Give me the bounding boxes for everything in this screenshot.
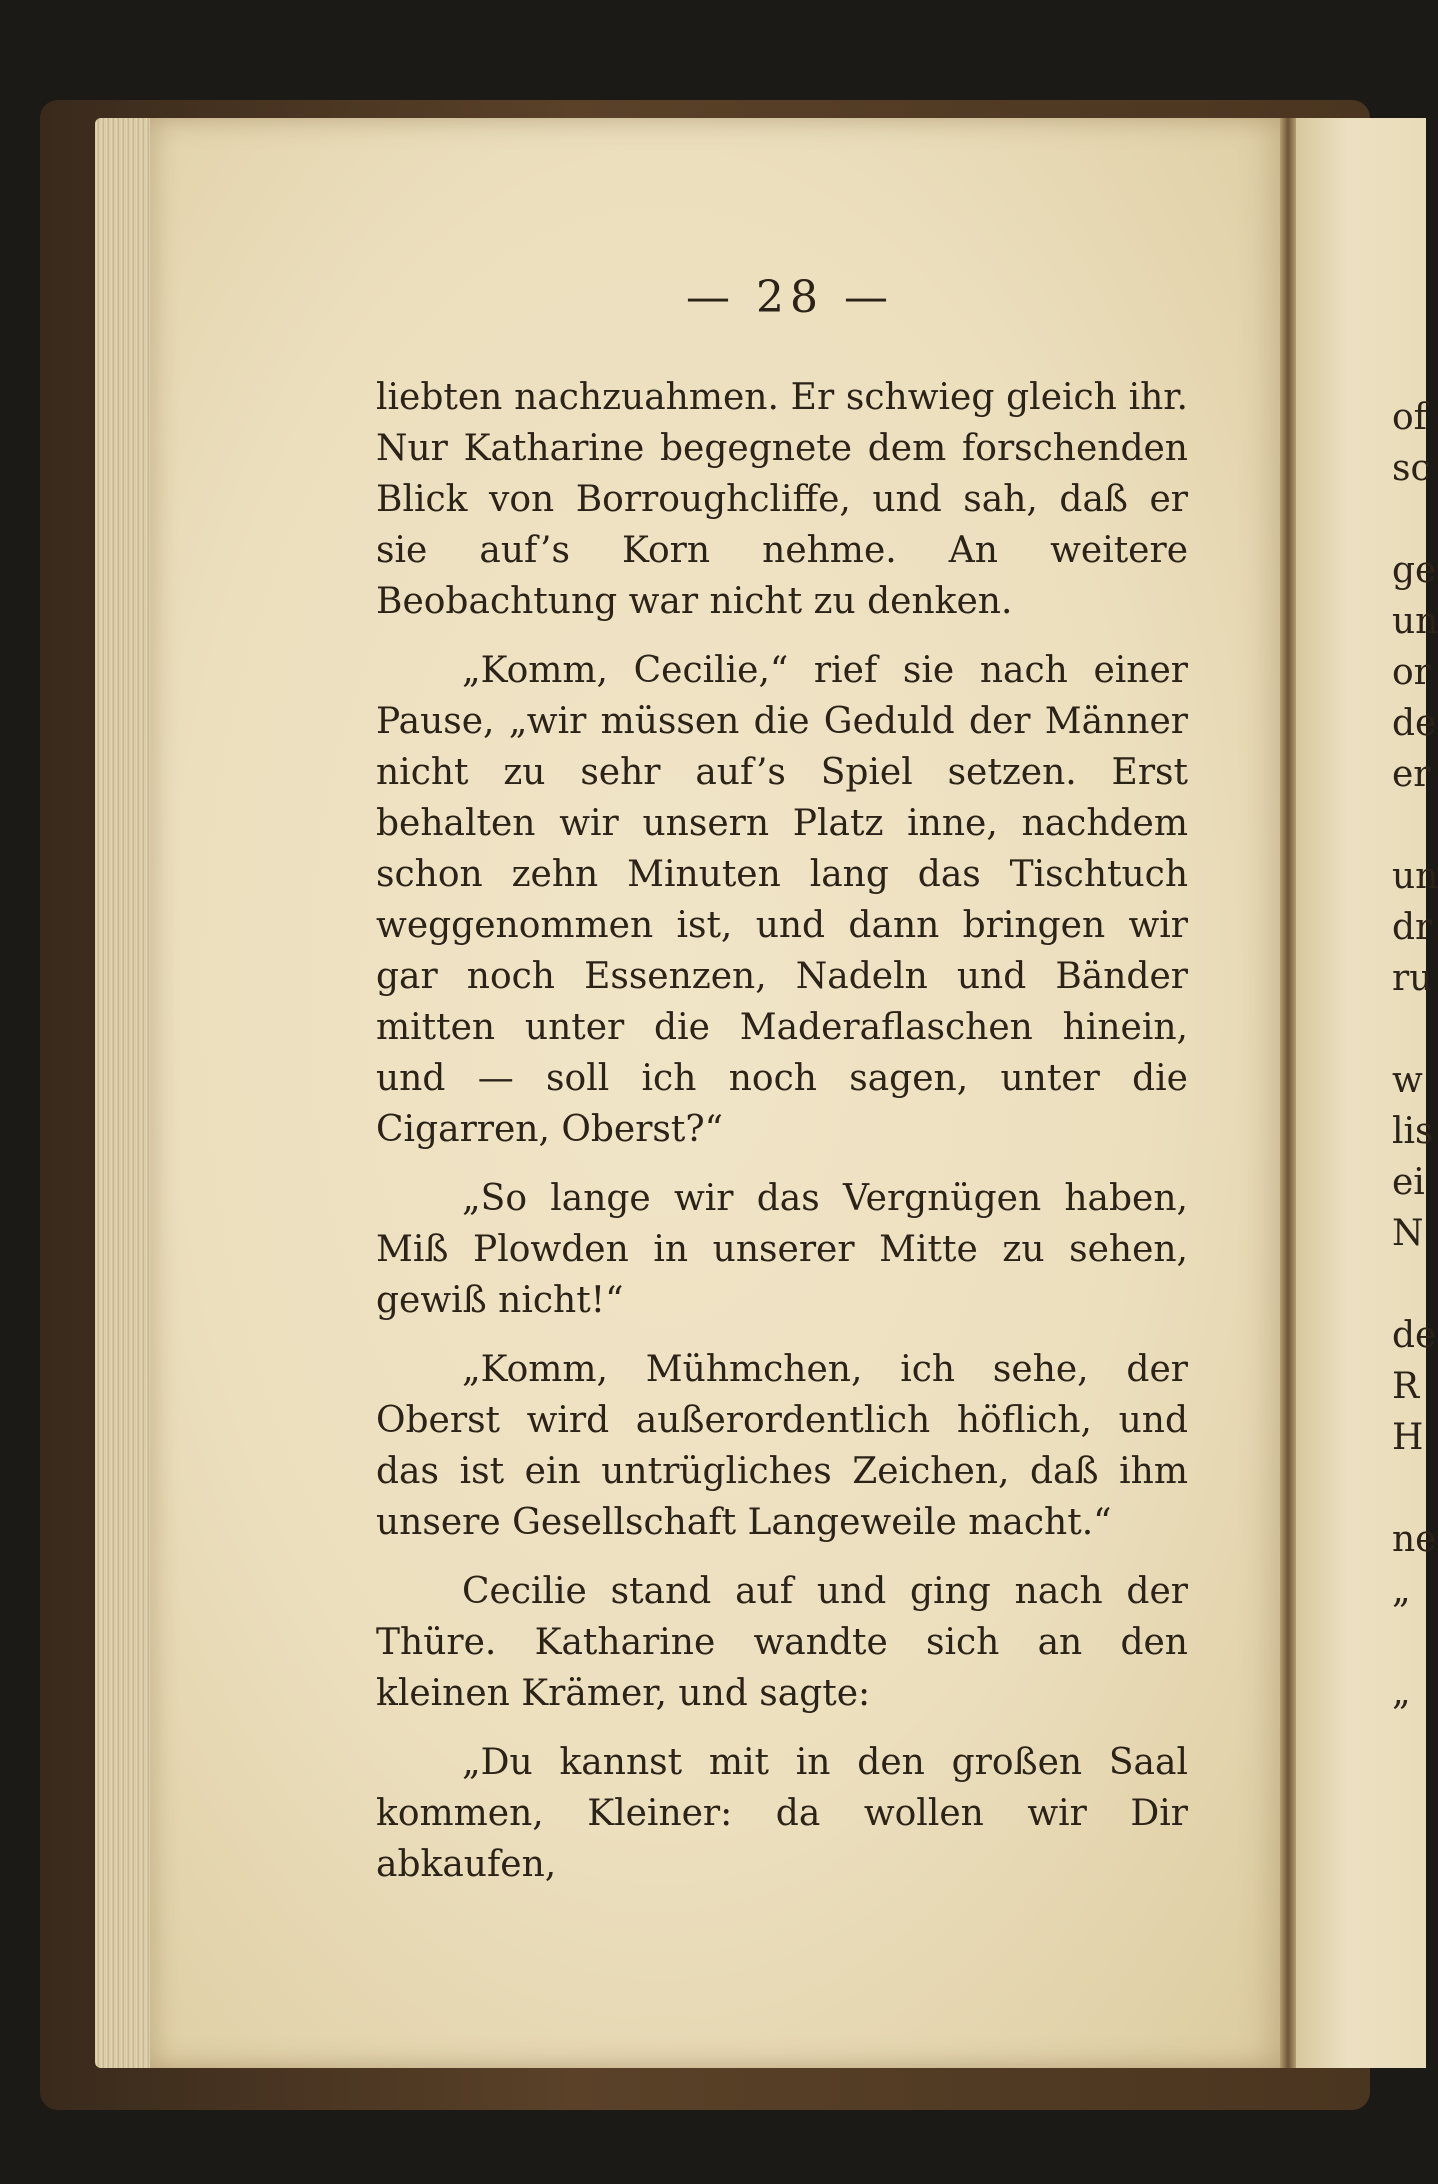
page-edges xyxy=(95,118,155,2068)
paragraph: Cecilie stand auf und ging nach der Thüre. Katharine wandte sich an den kleinen Krämer, und sagte: xyxy=(376,1571,1188,1714)
next-page-fragments: of sc ge un or de er un dr ru w lis ei N de R H ne „ „ xyxy=(1392,397,1438,1713)
page-text xyxy=(376,372,1188,1908)
paragraph: liebten nachzuahmen. Er schwieg gleich ihr. Nur Katharine begegnete dem forschenden Blick von Borroughcliffe, und sah, daß er sie auf’s Korn nehme. An weitere Beobachtung war nicht zu denken. xyxy=(376,377,1188,622)
paragraph: „Komm, Cecilie,“ rief sie nach einer Pause, „wir müssen die Geduld der Männer nicht zu sehr auf’s Spiel setzen. Erst behalten wir unsern Platz inne, nachdem schon zehn Minuten lang das Tischtuch weggenommen ist, und dann bringen wir gar noch Essenzen, Nadeln und Bänder mitten unter die Maderaflaschen hinein, und — soll ich noch sagen, unter die Cigarren, Oberst?“ xyxy=(376,650,1188,1150)
paragraph: „So lange wir das Vergnügen haben, Miß Plowden in unserer Mitte zu sehen, gewiß nicht!“ xyxy=(376,1178,1188,1321)
book-gutter xyxy=(1280,118,1296,2068)
paragraph: „Komm, Mühmchen, ich sehe, der Oberst wird außerordentlich höflich, und das ist ein untrügliches Zeichen, daß ihm unsere Gesellschaft Langeweile macht.“ xyxy=(376,1349,1188,1543)
page-number: — 28 — xyxy=(686,272,894,323)
paragraph: „Du kannst mit in den großen Saal kommen, Kleiner: da wollen wir Dir abkaufen, xyxy=(376,1742,1188,1885)
